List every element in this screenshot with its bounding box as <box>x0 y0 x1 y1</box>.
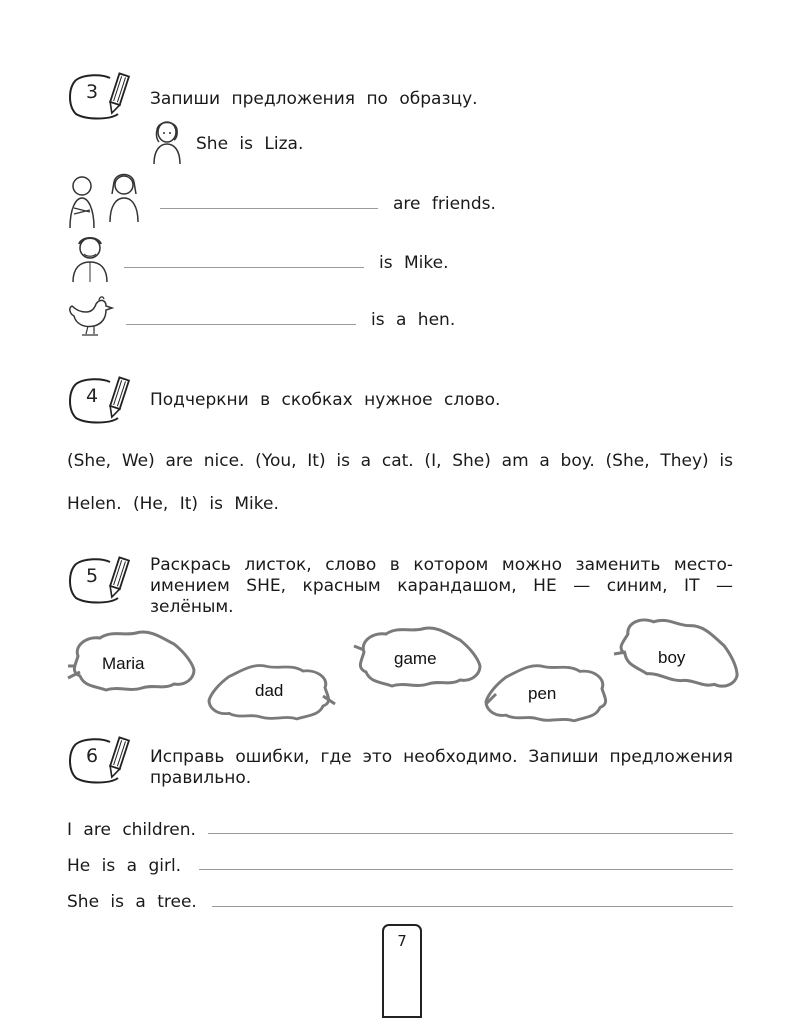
answer-line[interactable] <box>124 267 364 268</box>
exercise-number: 6 <box>85 745 99 767</box>
leaf-word: pen <box>528 684 557 703</box>
answer-line[interactable] <box>212 906 733 907</box>
exercise-6-badge <box>66 734 128 782</box>
sentence-ending: is Mike. <box>379 253 449 273</box>
answer-line[interactable] <box>208 833 733 834</box>
sentence-1: I are children. <box>67 820 196 840</box>
exercise-number: 5 <box>85 565 99 587</box>
page-number-tab <box>382 924 422 1018</box>
answer-line[interactable] <box>126 324 356 325</box>
instruction-line: зелёным. <box>150 597 234 617</box>
exercise-4-line-1: (She, We) are nice. (You, It) is a cat. (I, She) am a boy. (She, They) is <box>67 451 733 471</box>
leaf-word: Maria <box>102 654 145 673</box>
leaf-game[interactable] <box>352 622 486 688</box>
instruction-line: правильно. <box>150 768 252 788</box>
boy-and-girl-picture <box>66 172 146 233</box>
sentence-2: He is a girl. <box>67 856 182 876</box>
exercise-4-instruction: Подчеркни в скобках нужное слово. <box>150 390 501 410</box>
exercise-number: 4 <box>85 385 99 407</box>
exercise-5-instruction <box>150 555 733 618</box>
answer-line[interactable] <box>199 869 733 870</box>
instruction-line: Исправь ошибки, где это необходимо. Запиши предложения <box>150 747 733 767</box>
hen-picture <box>66 294 114 343</box>
leaf-pen[interactable] <box>484 660 614 724</box>
leaf-word: dad <box>255 681 284 700</box>
sentence-ending: is a hen. <box>371 310 456 330</box>
exercise-4-line-2: Helen. (He, It) is Mike. <box>67 494 279 514</box>
leaf-maria[interactable] <box>66 626 196 696</box>
exercise-5-badge <box>66 554 128 602</box>
leaf-boy[interactable] <box>612 616 738 698</box>
exercise-6-instruction <box>150 747 733 789</box>
leaf-word: boy <box>658 648 686 667</box>
exercise-4-badge <box>66 374 128 422</box>
sentence-3: She is a tree. <box>67 892 197 912</box>
man-picture <box>70 234 110 287</box>
exercise-number: 3 <box>85 81 99 103</box>
leaf-dad[interactable] <box>205 660 337 722</box>
answer-line[interactable] <box>160 208 378 209</box>
girl-picture <box>150 120 184 169</box>
page-number: 7 <box>397 932 407 950</box>
instruction-line: Раскрась листок, слово в котором можно заменить место- <box>150 555 733 575</box>
example-sentence: She is Liza. <box>196 134 304 154</box>
sentence-ending: are friends. <box>393 194 496 214</box>
leaf-word: game <box>394 649 437 668</box>
exercise-3-badge <box>66 70 128 118</box>
instruction-line: имением SHE, красным карандашом, HE — синим, IT — <box>150 576 733 596</box>
exercise-3-instruction: Запиши предложения по образцу. <box>150 89 478 109</box>
